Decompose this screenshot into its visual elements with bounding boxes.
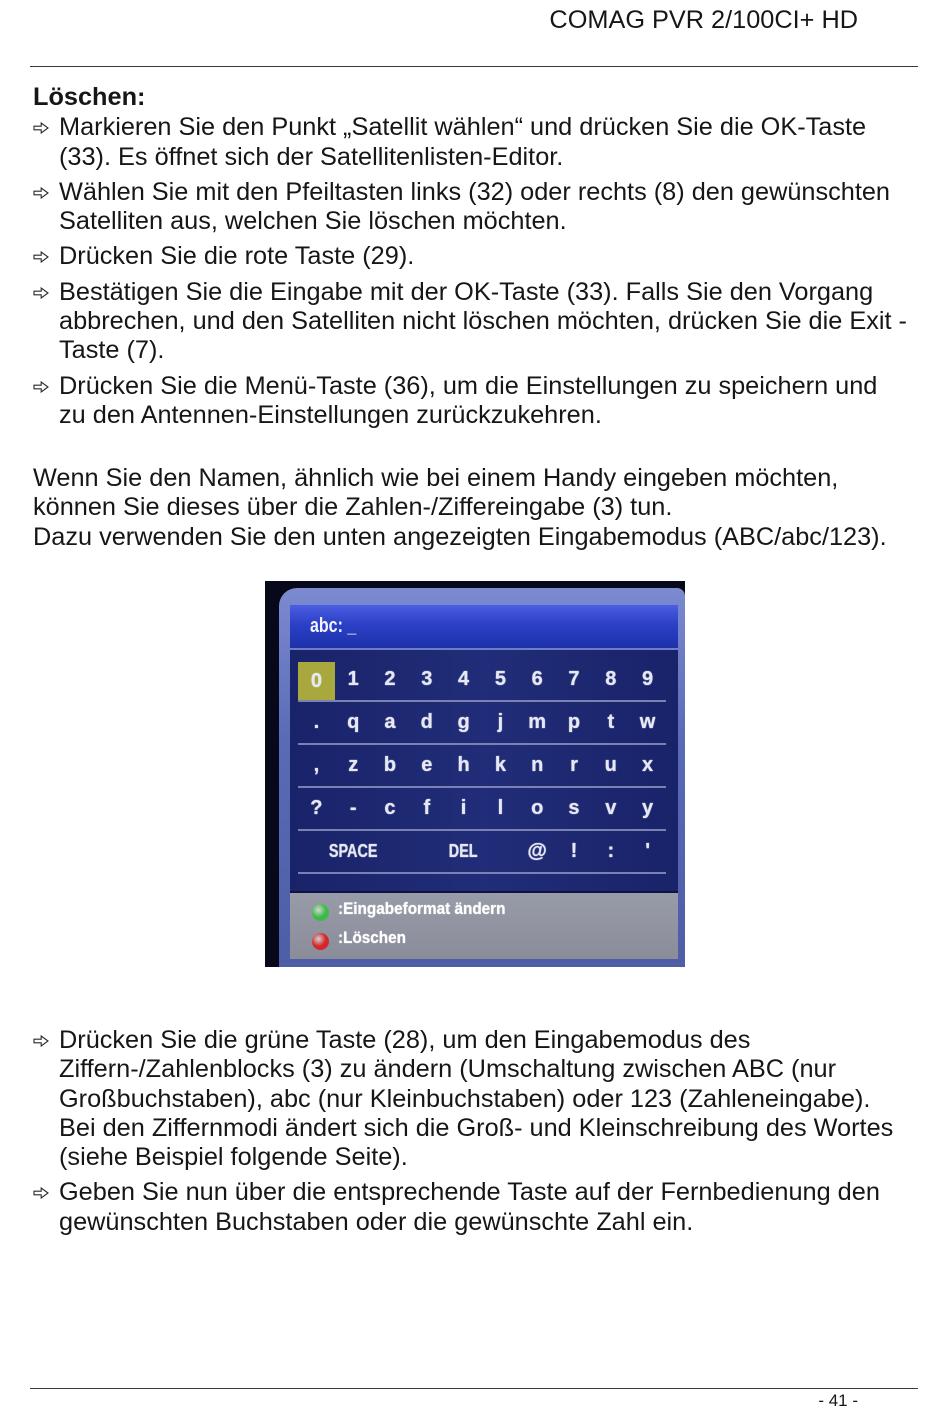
keypad-key: o — [531, 797, 544, 819]
keyboard-hint-panel — [290, 891, 678, 959]
keypad — [290, 650, 678, 891]
green-button-icon — [312, 904, 329, 921]
keypad-key: ' — [645, 840, 650, 862]
keypad-key: 5 — [494, 668, 506, 690]
text-line: (siehe Beispiel folgende Seite). — [59, 1143, 408, 1172]
keypad-key: n — [531, 754, 544, 776]
arrow-bullet-icon — [33, 287, 49, 299]
text-line: gewünschten Buchstaben oder die gewünschte Zahl ein. — [59, 1207, 694, 1236]
arrow-bullet-icon — [33, 251, 49, 263]
list-item — [33, 278, 923, 366]
arrow-bullet-icon — [33, 187, 49, 199]
text-line: Satelliten aus, welchen Sie löschen möchten. — [59, 207, 567, 236]
keypad-key: w — [639, 711, 656, 733]
hint-change-format: :Eingabeformat ändern — [338, 899, 506, 918]
keypad-key: z — [348, 754, 359, 776]
text-line: Dazu verwenden Sie den unten angezeigten Eingabemodus (ABC/abc/123). — [33, 522, 887, 551]
footer-divider — [30, 1388, 918, 1389]
section-input-mode — [33, 1026, 923, 1237]
keypad-key: 2 — [384, 668, 396, 690]
section-delete — [33, 83, 923, 430]
page-number: - 41 - — [818, 1391, 858, 1410]
keypad-key: u — [604, 754, 617, 776]
keypad-key: a — [384, 711, 396, 733]
list-item — [33, 242, 923, 271]
document-header-title: COMAG PVR 2/100CI+ HD — [549, 6, 858, 34]
keypad-key: f — [423, 797, 431, 819]
keyboard-screenshot — [265, 581, 685, 967]
list-item — [33, 1178, 923, 1237]
keypad-key: y — [642, 797, 654, 819]
text-line: Wenn Sie den Namen, ähnlich wie bei einem Handy eingeben möchten, — [33, 464, 839, 492]
red-button-icon — [312, 933, 329, 950]
arrow-bullet-icon — [33, 1187, 49, 1199]
keypad-row — [298, 831, 666, 874]
text-line: Wählen Sie mit den Pfeiltasten links (32) oder rechts (8) den gewünschten — [59, 177, 891, 206]
keypad-row — [298, 702, 666, 745]
keypad-key: 3 — [421, 668, 433, 690]
text-line: Drücken Sie die Menü-Taste (36), um die Einstellungen zu speichern und — [59, 371, 878, 400]
section-heading: Löschen: — [33, 83, 146, 111]
header-divider — [30, 66, 918, 67]
keypad-key: d — [420, 711, 433, 733]
text-line: Drücken Sie die rote Taste (29). — [59, 242, 415, 271]
keypad-key: v — [605, 797, 617, 819]
arrow-bullet-icon — [33, 122, 49, 134]
arrow-bullet-icon — [33, 1035, 49, 1047]
keypad-key-space: SPACE — [328, 841, 378, 861]
keypad-key: q — [347, 711, 360, 733]
keypad-key: h — [457, 754, 470, 776]
list-item — [33, 1026, 923, 1172]
text-line: Großbuchstaben), abc (nur Kleinbuchstaben) oder 123 (Zahleneingabe). — [59, 1084, 871, 1113]
list-item — [33, 113, 923, 172]
text-line: Taste (7). — [59, 336, 165, 365]
text-line: zu den Antennen-Einstellungen zurückzukehren. — [59, 400, 602, 429]
keypad-key: t — [607, 711, 615, 733]
text-line: (33). Es öffnet sich der Satellitenlisten-Editor. — [59, 142, 564, 171]
instruction-list — [33, 113, 923, 430]
keypad-key-delete: DEL — [449, 841, 478, 861]
arrow-bullet-icon — [33, 381, 49, 393]
keypad-key: j — [497, 711, 504, 733]
text-line: Drücken Sie die grüne Taste (28), um den Eingabemodus des — [59, 1026, 751, 1054]
keypad-key: 1 — [347, 668, 359, 690]
keypad-key: c — [384, 797, 396, 819]
intro-paragraph — [33, 464, 923, 552]
keypad-row — [298, 659, 666, 702]
keypad-key: b — [383, 754, 397, 776]
keypad-key: l — [497, 797, 504, 819]
keypad-key: g — [457, 711, 470, 733]
keypad-key-selected: 0 — [298, 662, 335, 700]
keypad-key: 6 — [531, 668, 543, 690]
keypad-key: : — [607, 840, 615, 862]
keypad-key: m — [528, 711, 547, 733]
input-display-bar — [290, 605, 678, 648]
keypad-key: r — [570, 754, 578, 776]
keypad-key: ! — [570, 840, 578, 862]
keypad-key: x — [642, 754, 654, 776]
instruction-list — [33, 1026, 923, 1237]
keypad-row — [298, 745, 666, 788]
keypad-key: 7 — [568, 668, 580, 690]
text-line: Bei den Ziffernmodi ändert sich die Groß- und Kleinschreibung des Wortes — [59, 1113, 894, 1142]
keypad-key: 8 — [605, 668, 617, 690]
keypad-row — [298, 788, 666, 831]
text-line: Ziffern-/Zahlenblocks (3) zu ändern (Umschaltung zwischen ABC (nur — [59, 1055, 837, 1084]
keypad-key: k — [494, 754, 506, 776]
input-display-text: abc: _ — [310, 615, 357, 637]
keypad-key: p — [567, 711, 581, 733]
keypad-key: , — [313, 754, 320, 776]
keypad-key: - — [349, 797, 357, 819]
keypad-key: 4 — [458, 668, 470, 690]
text-line: können Sie dieses über die Zahlen-/Ziffereingabe (3) tun. — [33, 493, 673, 522]
keypad-key: i — [460, 797, 467, 819]
text-line: abbrechen, und den Satelliten nicht löschen möchten, drücken Sie die Exit - — [59, 307, 907, 336]
text-line: Markieren Sie den Punkt „Satellit wählen“ und drücken Sie die OK-Taste — [59, 113, 867, 142]
hint-delete: :Löschen — [338, 928, 407, 947]
list-item — [33, 178, 923, 237]
list-item — [33, 372, 923, 431]
keypad-key: . — [313, 711, 320, 733]
keypad-key: s — [568, 797, 580, 819]
keypad-key: 9 — [642, 668, 654, 690]
text-line: Geben Sie nun über die entsprechende Taste auf der Fernbedienung den — [59, 1178, 880, 1207]
keypad-key: ? — [310, 797, 323, 819]
text-line: Bestätigen Sie die Eingabe mit der OK-Taste (33). Falls Sie den Vorgang — [59, 277, 874, 306]
keypad-key: e — [421, 754, 433, 776]
keypad-key: @ — [527, 840, 547, 862]
